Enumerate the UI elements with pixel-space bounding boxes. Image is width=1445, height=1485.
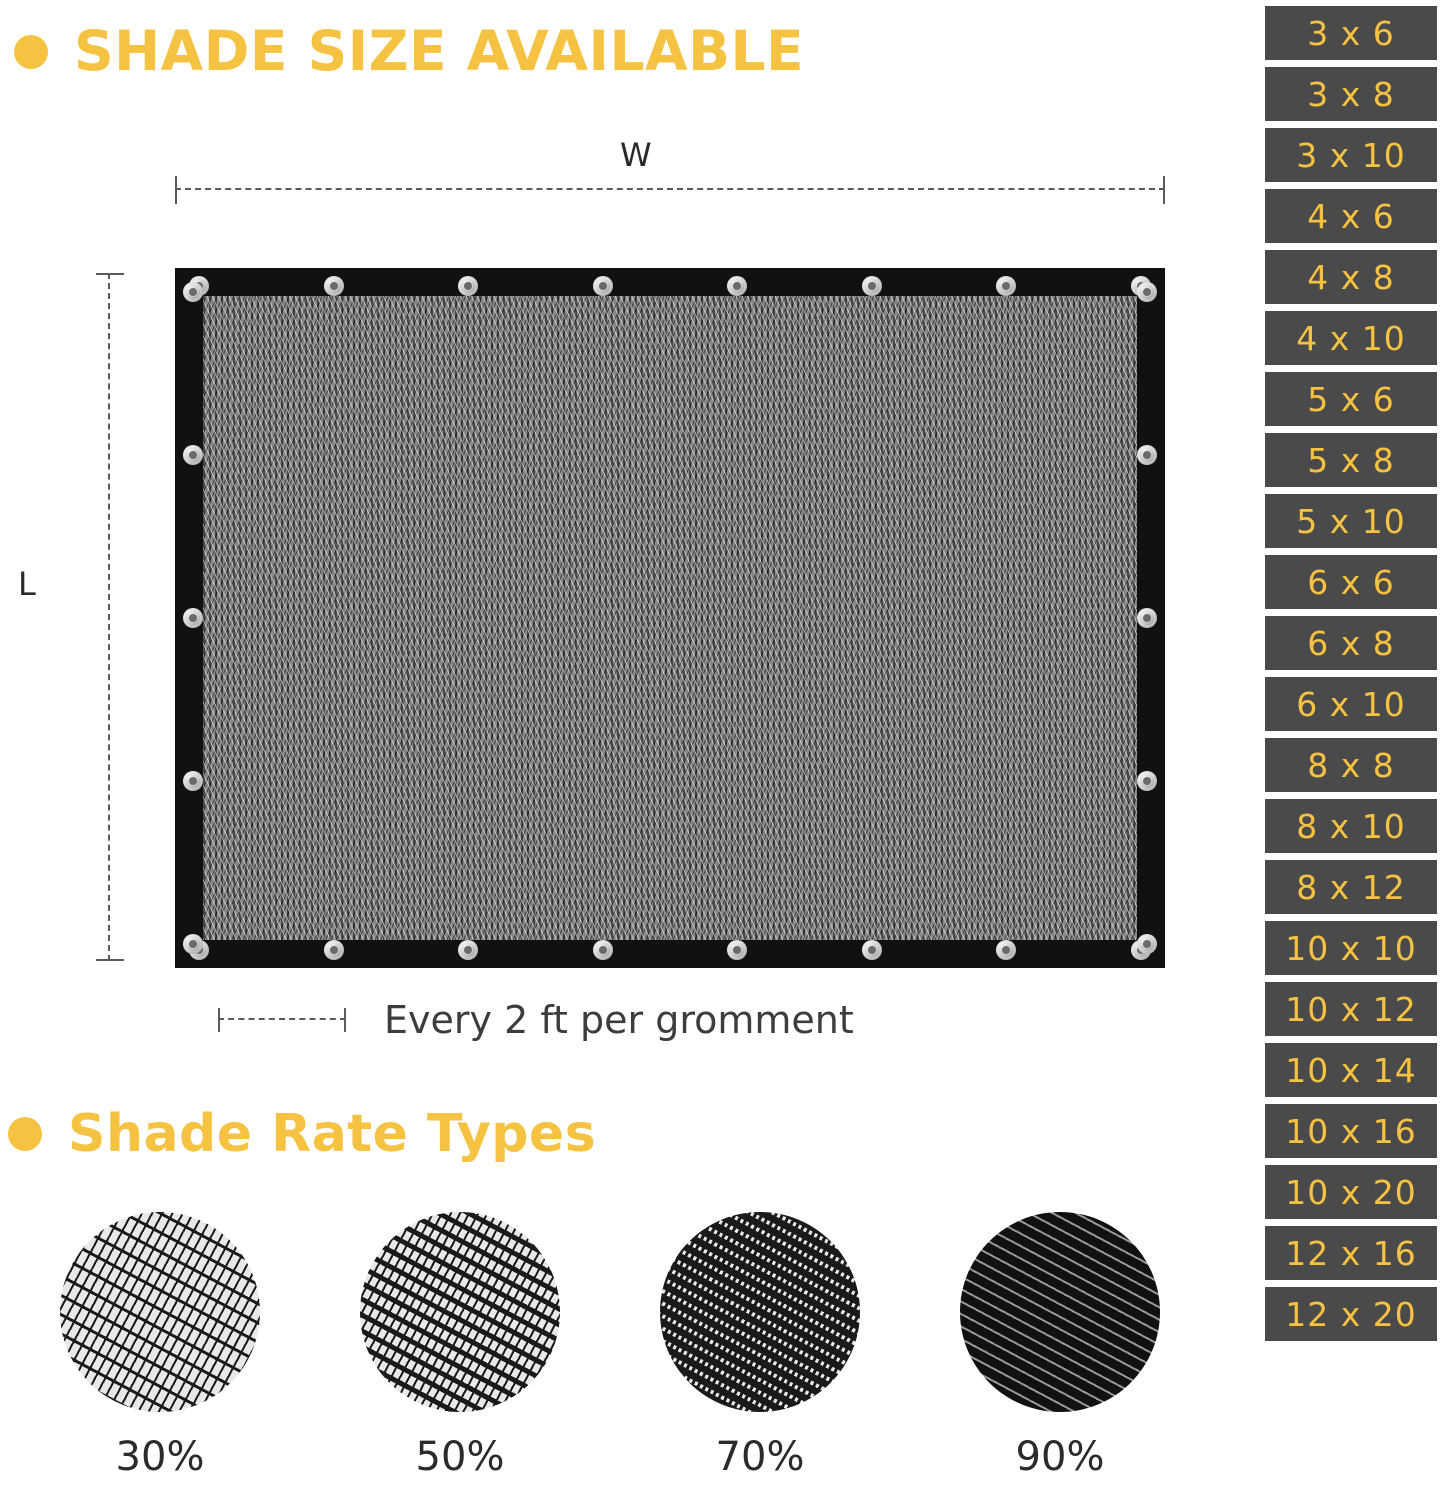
shade-size-diagram <box>0 120 1240 1080</box>
shade-rate-list <box>60 1212 1240 1480</box>
shade-rate-types-title-text: Shade Rate Types <box>68 1104 597 1164</box>
shade-rate-types-title <box>8 1104 597 1164</box>
width-label: W <box>620 136 652 174</box>
size-option[interactable]: 10 x 12 <box>1265 982 1437 1036</box>
size-option[interactable]: 5 x 8 <box>1265 433 1437 487</box>
grommet-icon <box>183 608 203 628</box>
shade-rate-swatch <box>960 1212 1160 1412</box>
grommet-icon <box>996 940 1016 960</box>
grommet-icon <box>183 282 203 302</box>
grommet-icon <box>324 940 344 960</box>
grommet-icon <box>862 276 882 296</box>
size-option[interactable]: 3 x 6 <box>1265 6 1437 60</box>
shade-rate-item <box>360 1212 560 1480</box>
shade-rate-label: 70% <box>715 1434 805 1480</box>
grommet-icon <box>183 771 203 791</box>
shade-rate-item <box>60 1212 260 1480</box>
size-option[interactable]: 8 x 10 <box>1265 799 1437 853</box>
size-option[interactable]: 3 x 10 <box>1265 128 1437 182</box>
size-option[interactable]: 3 x 8 <box>1265 67 1437 121</box>
size-option[interactable]: 12 x 20 <box>1265 1287 1437 1341</box>
length-dimension-line <box>108 273 112 961</box>
width-dimension-line <box>175 188 1165 192</box>
size-option[interactable]: 4 x 6 <box>1265 189 1437 243</box>
grommet-icon <box>727 940 747 960</box>
grommet-icon <box>183 934 203 954</box>
size-option[interactable]: 6 x 6 <box>1265 555 1437 609</box>
shade-size-list <box>1265 6 1437 1341</box>
grommet-icon <box>593 276 613 296</box>
size-option[interactable]: 10 x 10 <box>1265 921 1437 975</box>
bullet-icon <box>14 35 48 69</box>
size-option[interactable]: 10 x 14 <box>1265 1043 1437 1097</box>
size-option[interactable]: 5 x 6 <box>1265 372 1437 426</box>
shade-rate-swatch <box>360 1212 560 1412</box>
grommet-icon <box>727 276 747 296</box>
spacing-bracket-icon <box>218 1018 346 1022</box>
size-option[interactable]: 4 x 10 <box>1265 311 1437 365</box>
shade-rate-item <box>660 1212 860 1480</box>
grommet-spacing-note <box>218 998 854 1042</box>
size-option[interactable]: 10 x 20 <box>1265 1165 1437 1219</box>
shade-rate-item <box>960 1212 1160 1480</box>
grommet-icon <box>183 445 203 465</box>
page-title <box>14 19 805 83</box>
grommet-icon <box>1137 771 1157 791</box>
grommet-spacing-text: Every 2 ft per gromment <box>384 998 854 1042</box>
bullet-icon <box>8 1117 42 1151</box>
length-label: L <box>18 565 36 603</box>
grommet-icon <box>458 276 478 296</box>
size-option[interactable]: 10 x 16 <box>1265 1104 1437 1158</box>
size-option[interactable]: 8 x 8 <box>1265 738 1437 792</box>
grommet-icon <box>1137 282 1157 302</box>
shade-cloth-mesh <box>203 296 1137 940</box>
grommet-icon <box>1137 934 1157 954</box>
grommet-icon <box>324 276 344 296</box>
shade-rate-swatch <box>60 1212 260 1412</box>
page-title-text: SHADE SIZE AVAILABLE <box>74 19 805 83</box>
size-option[interactable]: 4 x 8 <box>1265 250 1437 304</box>
grommet-icon <box>996 276 1016 296</box>
grommet-icon <box>1137 608 1157 628</box>
grommet-icon <box>862 940 882 960</box>
size-option[interactable]: 6 x 8 <box>1265 616 1437 670</box>
grommet-icon <box>1137 445 1157 465</box>
shade-rate-label: 30% <box>115 1434 205 1480</box>
shade-rate-label: 90% <box>1015 1434 1105 1480</box>
size-option[interactable]: 5 x 10 <box>1265 494 1437 548</box>
shade-cloth-panel <box>175 268 1165 968</box>
grommet-icon <box>593 940 613 960</box>
grommet-icon <box>458 940 478 960</box>
size-option[interactable]: 12 x 16 <box>1265 1226 1437 1280</box>
shade-rate-label: 50% <box>415 1434 505 1480</box>
size-option[interactable]: 6 x 10 <box>1265 677 1437 731</box>
size-option[interactable]: 8 x 12 <box>1265 860 1437 914</box>
shade-rate-swatch <box>660 1212 860 1412</box>
